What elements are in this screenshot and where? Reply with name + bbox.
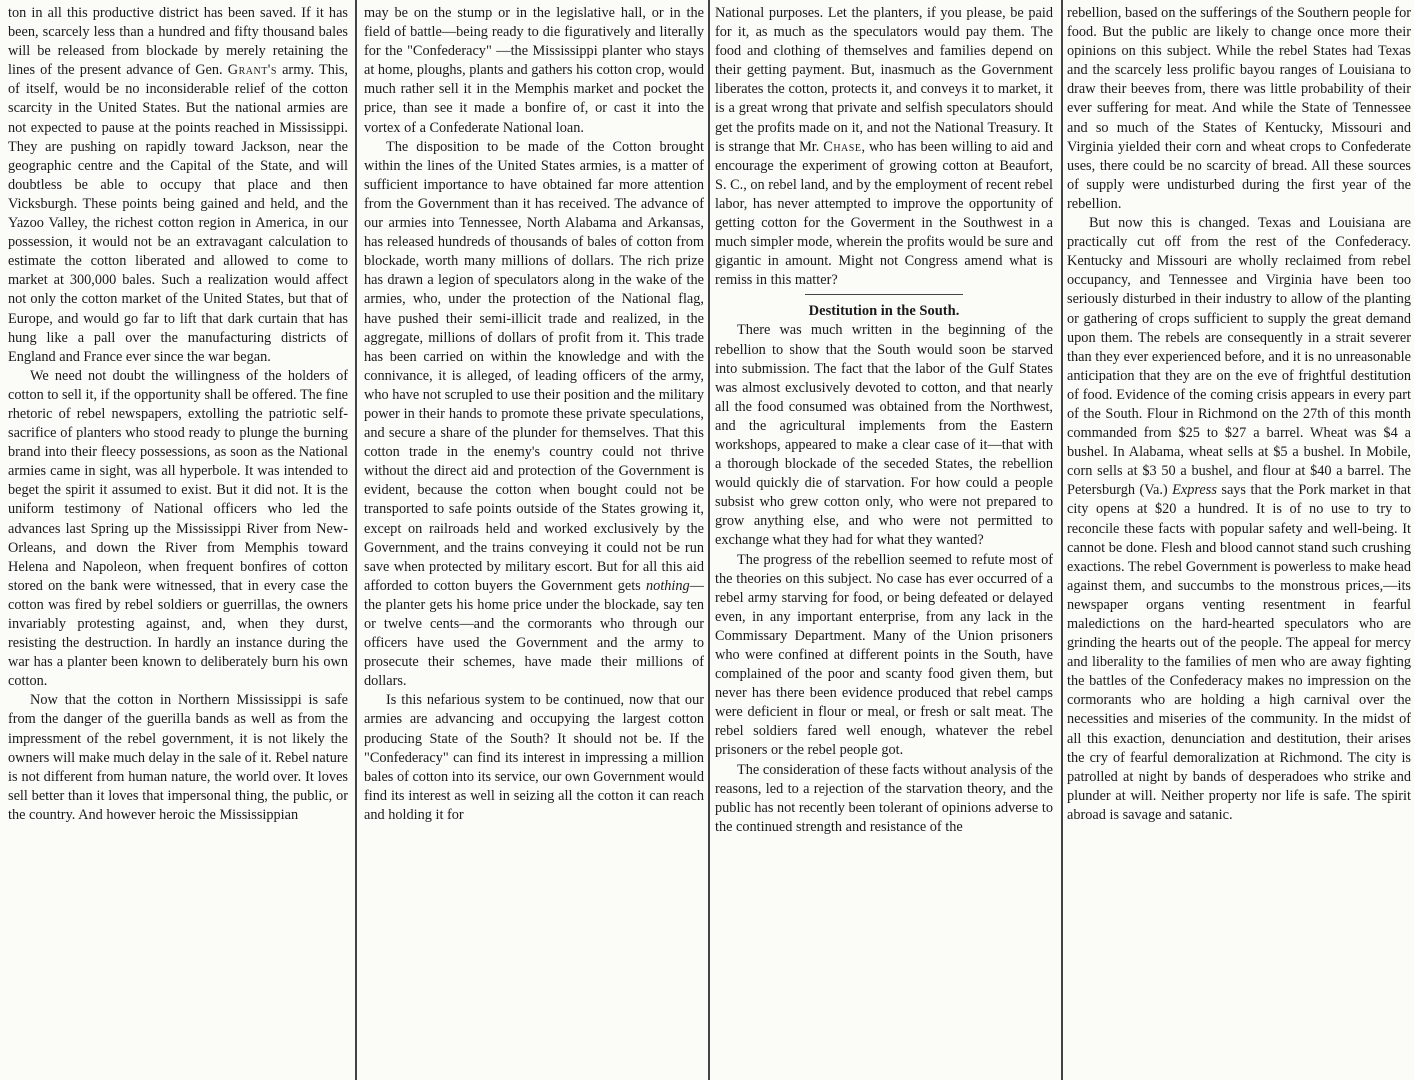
column-4: [1067, 4, 1411, 1076]
article-paragraph: [1067, 214, 1411, 825]
article-paragraph: [364, 691, 704, 825]
column-rule: [1061, 0, 1063, 1080]
article-heading: Destitution in the South.: [808, 303, 960, 320]
paragraph-text: rebellion, based on the sufferings of the Southern people for food. But the public are likely to change once more their opinions on this subject. While the rebel States had Texas and the scarcely less prolific bayou ranges of Louisiana to draw their beeves from, there was little probability of their ever suffering for meat. And while the State of Tennessee and so much of the States of Kentucky, Missouri and Virginia yielded their corn and wheat crops to Confederate uses, there could be no scarcity of bread. All these sources of supply were undisturbed during the first year of the rebellion.: [1067, 5, 1411, 212]
italic-text: nothing: [646, 577, 690, 594]
column-rule: [355, 0, 357, 1080]
paragraph-text: Now that the cotton in Northern Mississippi is safe from the danger of the guerilla bands as well as from the impressment of the rebel government, it is not likely the owners will make much delay in the sale of it. Rebel nature is not different from human nature, the world over. It loves sell better than it loves that impersonal thing, the public, or the country. And however heroic the Mississippian: [8, 692, 348, 823]
column-rule: [708, 0, 710, 1080]
name-small-caps: Chase: [823, 138, 862, 155]
paragraph-text: army. This, of itself, would be no inconsiderable relief of the cotton scarcity in the United States. But the national armies are not expected to pause at the points reached in Mississippi. They are pushing on rapidly toward Jackson, near the geographic centre and the Capital of the State, and will doubtless be able to occupy that place and then Vicksburgh. These points being gained and held, and the Yazoo Valley, the richest cotton region in America, in our possession, it would not be an extravagant calculation to estimate the cotton liberated and allowed to come to market at 300,000 bales. Such a realization would affect not only the cotton market of the United States, but that of Europe, and would go far to lift that dark curtain that has hung like a pall over the manufacturing districts of England and France ever since the war began.: [8, 62, 348, 365]
paragraph-text: ton in all this productive district has been saved. If it has been, scarcely less than a hundred and fifty thousand bales will be released from blockade by merely retaining the lines of the present advance of Gen.: [8, 5, 348, 79]
paragraph-text: may be on the stump or in the legislative hall, or in the field of battle—being ready to die figuratively and literally for the "Confederacy" —the Mississippi planter who stays at home, ploughs, plants and gathers his cotton crop, would much rather sell it in the Memphis market and pocket the price, than see it made a bonfire of, or cast it into the vortex of a Confederate National loan.: [364, 5, 704, 136]
article-paragraph: [364, 138, 704, 692]
paragraph-text: The progress of the rebellion seemed to refute most of the theories on this subject. No case has ever occurred of a rebel army starving for food, or being defeated or delayed even, in any important enterprise, from any lack in the Commissary Department. Many of the Union prisoners who were confined at different points in the South, have complained of the poor and scanty food given them, but never has there been evidence produced that rebel camps were deficient in flour or meal, or fresh or salt meat. The rebel soldiers fared well enough, whatever the rebel prisoners or the rebel people got.: [715, 551, 1053, 759]
article-paragraph: [8, 691, 348, 825]
column-1: [8, 4, 348, 1076]
article-paragraph: [715, 551, 1053, 761]
article-paragraph: [715, 4, 1053, 290]
paragraph-text: But now this is changed. Texas and Louisiana are practically cut off from the rest of the Confederacy. Kentucky and Missouri are wholly reclaimed from rebel occupancy, and Tennessee and Virginia have been too seriously disturbed in their industry to allow of the planting or gathering of crops sufficient to supply the great demand upon them. The rebels are consequently in a strait severer than they ever experienced before, and it is no unreasonable anticipation that they are on the eve of frightful destitution of food. Evidence of the coming crisis appears in every part of the South. Flour in Richmond on the 27th of this month commanded from $25 to $27 a barrel. Wheat was $4 a bushel. In Alabama, wheat sells at $5 a bushel. In Mobile, corn sells at $3 50 a bushel, and flour at $40 a barrel. The Petersburgh (Va.): [1067, 215, 1411, 499]
paragraph-text: National purposes. Let the planters, if you please, be paid for it, as much as the speculators would pay them. The food and clothing of themselves and families depend on their getting payment. But, inasmuch as the Government liberates the cotton, protects it, and conveys it to market, it is a great wrong that private and selfish speculators should get the profits made on it, and not the National Treasury. It is strange that Mr.: [715, 5, 1053, 155]
article-paragraph: [715, 761, 1053, 837]
column-2: [364, 4, 704, 1076]
paragraph-text: says that the Pork market in that city opens at $20 a hundred. It is of no use to try to reconcile these facts with popular safety and well-being. It cannot be done. Flesh and blood cannot stand such crushing exactions. The rebel Government is powerless to make head against them, and succumbs to the monstrous prices,—its newspaper organs venting resentment in fearful maledictions on the hard-hearted speculators who are grinding the hearts out of the people. The appeal for mercy and liberality to the families of men who are away fighting the battles of the Confederacy makes no impression on the cormorants who are holding a high carnival over the necessities and miseries of the community. In the midst of all this exaction, denunciation and destitution, their arises the cry of fearful demoralization at Richmond. The city is patrolled at night by bands of desperadoes who strike and plunder at will. Neither property nor life is safe. The spirit abroad is savage and satanic.: [1067, 482, 1411, 823]
heading-rule: [805, 294, 963, 295]
article-paragraph: [1067, 4, 1411, 214]
paragraph-text: There was much written in the beginning of the rebellion to show that the South would soon be starved into submission. The fact that the labor of the Gulf States was almost exclusively devoted to cotton, and that nearly all the food consumed was obtained from the Northwest, and the agricultural implements from the Eastern workshops, appeared to make a clear case of it—that with a thorough blockade of the seceded States, the rebellion would quickly die of starvation. For how could a people subsist who grew cotton only, who were not prepared to grow anything else, and who were not permitted to exchange what they had for what they wanted?: [715, 322, 1053, 549]
paragraph-text: We need not doubt the willingness of the holders of cotton to sell it, if the opportunity shall be offered. The fine rhetoric of rebel newspapers, extolling the patriotic self-sacrifice of planters who stood ready to plunge the burning brand into their fleecy possessions, as soon as the National armies came in sight, was all hyperbole. It was intended to beget the spirit it assumed to exist. But it did not. It is the uniform testimony of National officers who led the advances last Spring up the Mississippi River from New-Orleans, and down the River from Memphis toward Helena and Napoleon, when frequent bonfires of cotton stored on the bank were witnessed, that in every case the cotton was fired by rebel soldiers or guerrillas, the owners invariably protesting against, and, when they durst, resisting the destruction. In hardly an instance during the war has a planter been known to deliberately burn his own cotton.: [8, 367, 348, 690]
paragraph-text: The disposition to be made of the Cotton brought within the lines of the United States armies, is a matter of sufficient importance to have obtained far more attention from the Government than it has received. The advance of our armies into Tennessee, North Alabama and Arkansas, has released hundreds of thousands of bales of cotton from blockade, worth many millions of dollars. The rich prize has drawn a legion of speculators along in the wake of the armies, who, under the protection of the National flag, have pushed their semi-illicit trade and realized, in the aggregate, millions of dollars of profit from it. This trade has been carried on within the knowledge and with the connivance, it is alleged, of leading officers of the army, who have not scrupled to use their position and the military power in their hands to promote these private speculations, and secure a share of the plunder for themselves. That this cotton trade in the enemy's country could not thrive without the direct aid and protection of the Government is evident, because the cotton when bought could not be transported to safe points outside of the States growing it, except on railroads held and worked exclusively by the Government, and the trains conveying it could not be run save when protected by military escort. But for all this aid afforded to cotton buyers the Government gets: [364, 138, 704, 594]
article-paragraph: [715, 321, 1053, 550]
italic-text: Express: [1172, 482, 1217, 499]
article-paragraph: [8, 367, 348, 692]
column-3: [715, 4, 1053, 1076]
article-paragraph: [8, 4, 348, 367]
paragraph-text: , who has been willing to aid and encourage the experiment of growing cotton at Beaufort, S. C., on rebel land, and by the employment of recent rebel labor, has never attempted to improve the opportunity of getting cotton for the Goverment in the Southwest in a much simpler mode, wherein the profits would be sure and gigantic in amount. Might not Congress amend what is remiss in this matter?: [715, 138, 1053, 289]
article-paragraph: [364, 4, 704, 138]
paragraph-text: — the planter gets his home price under the blockade, say ten or twelve cents—and the cormorants who through our officers have used the Government and the army to prosecute their schemes, have made their millions of dollars.: [364, 577, 704, 690]
paragraph-text: Is this nefarious system to be continued, now that our armies are advancing and occupying the largest cotton producing State of the South? It should not be. If the "Confederacy" can find its interest in impressing a million bales of cotton into its service, our own Government would find its interest as well in seizing all the cotton it can reach and holding it for: [364, 692, 704, 823]
paragraph-text: The consideration of these facts without analysis of the reasons, led to a rejection of the starvation theory, and the public has not recently been tolerant of opinions adverse to the continued strength and resistance of the: [715, 761, 1053, 835]
name-small-caps: Grant's: [227, 62, 277, 79]
